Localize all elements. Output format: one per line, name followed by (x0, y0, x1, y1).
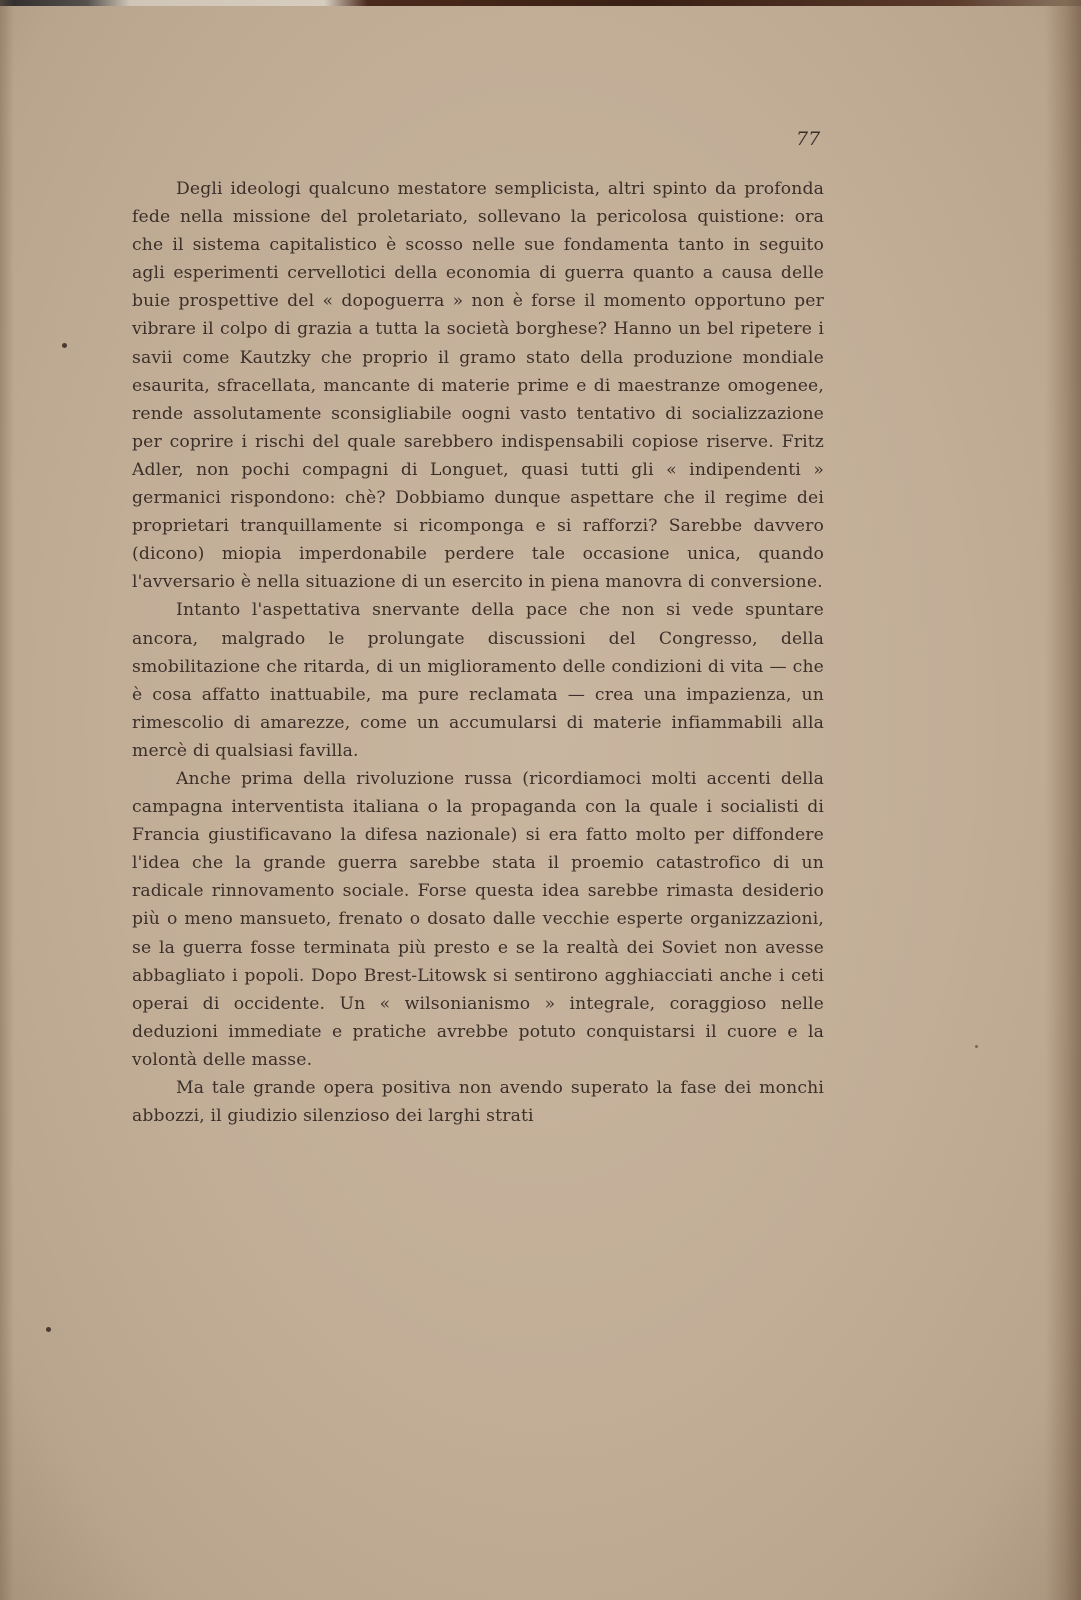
ink-speck (975, 1045, 978, 1048)
paragraph-4: Ma tale grande opera positiva non avendo superato la fase dei monchi abbozzi, il giudizio silenzioso dei larghi strati (132, 1078, 824, 1127)
paragraph-1: Degli ideologi qualcuno mestatore semplicista, altri spinto da profonda fede nella missione del proletariato, sollevano la pericolosa quistione: ora che il sistema capitalistico è scosso nelle sue fondamenta tanto in seguito agli esperimenti cervellotici della economia di guerra quanto a causa delle buie prospettive del « dopoguerra » non è forse il momento opportuno per vibrare il colpo di grazia a tutta la società borghese? Hanno un bel ripetere i savii come Kautzky che proprio il gramo stato della produzione mondiale esaurita, sfracellata, mancante di materie prime e di maestranze omogenee, rende assolutamente sconsigliabile oogni vasto tentativo di socializzazione per coprire i rischi del quale sarebbero indispensabili copiose riserve. Fritz Adler, non pochi compagni di Longuet, quasi tutti gli « indipendenti » germanici rispondono: chè? Dobbiamo dunque aspettare che il regime dei proprietari tranquillamente si ricomponga e si rafforzi? Sarebbe davvero (dicono) miopia imperdonabile perdere tale occasione unica, quando l'avversario è nella situazione di un esercito in piena manovra di conversione. (132, 179, 824, 593)
ink-speck (46, 1327, 51, 1332)
ink-speck (62, 343, 67, 348)
paragraph-3: Anche prima della rivoluzione russa (ricordiamoci molti accenti della campagna interventista italiana o la propaganda con la quale i socialisti di Francia giustificavano la difesa nazionale) si era fatto molto per diffondere l'idea che la grande guerra sarebbe stata il proemio catastrofico di un radicale rinnovamento sociale. Forse questa idea sarebbe rimasta desiderio più o meno mansueto, frenato o dosato dalle vecchie esperte organizzazioni, se la guerra fosse terminata più presto e se la realtà dei Soviet non avesse abbagliato i popoli. Dopo Brest-Litowsk si sentirono agghiacciati anche i ceti operai di occidente. Un « wilsonianismo » integrale, coraggioso nelle deduzioni immediate e pratiche avrebbe potuto conquistarsi il cuore e la volontà delle masse. (132, 768, 824, 1070)
scan-top-edge (0, 0, 1081, 6)
page-left-shadow (0, 0, 14, 1600)
page-right-shadow (1045, 0, 1081, 1600)
paragraph-2: Intanto l'aspettativa snervante della pace che non si vede spuntare ancora, malgrado le prolungate discussioni del Congresso, della smobilitazione che ritarda, di un miglioramento delle condizioni di vita — che è cosa affatto inattuabile, ma pure reclamata — crea una impazienza, un rimescolio di amarezze, come un accumularsi di materie infiammabili alla mercè di qualsiasi favilla. (132, 600, 824, 761)
body-text (132, 175, 824, 1130)
page-number: 77 (796, 128, 821, 150)
